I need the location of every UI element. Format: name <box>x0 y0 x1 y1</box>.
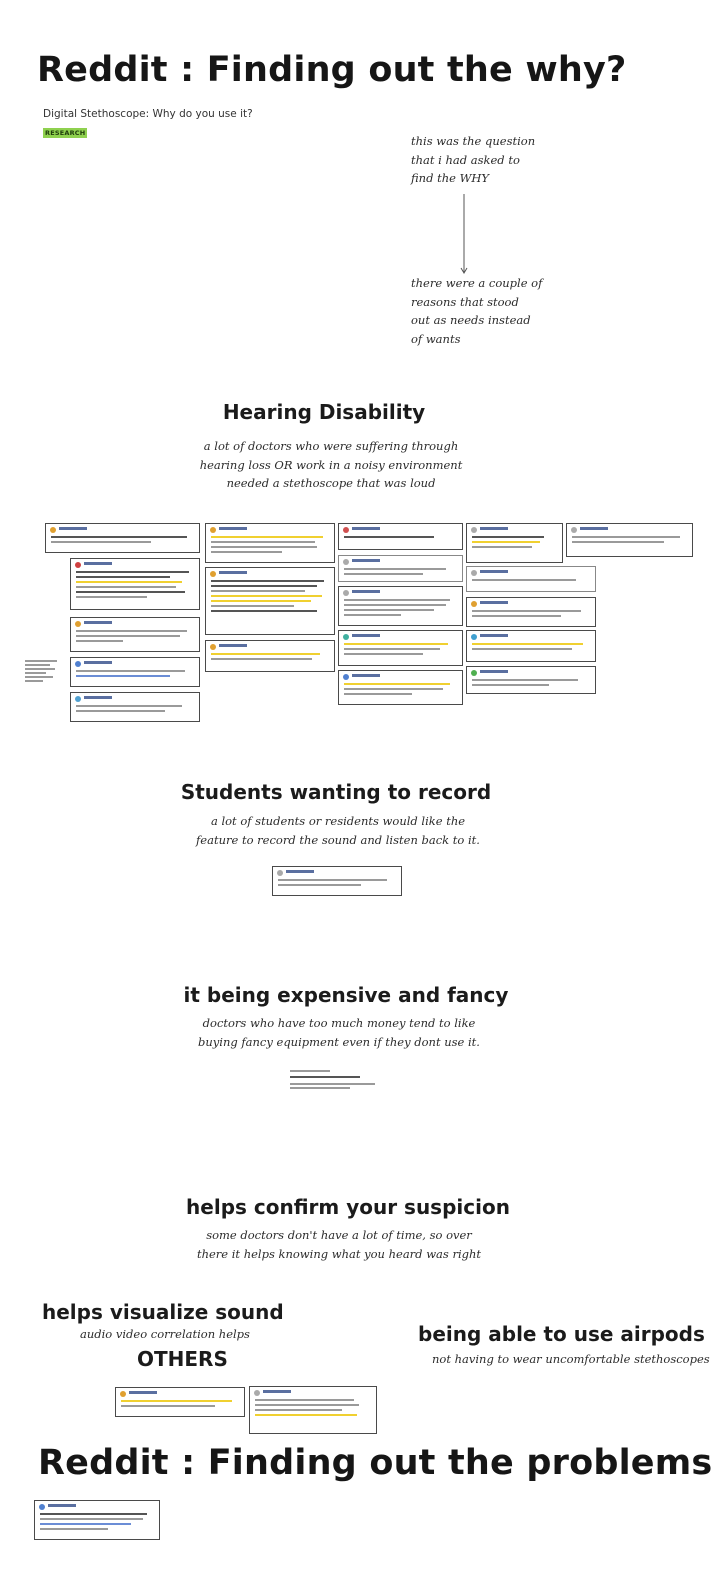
comment-card <box>70 692 200 722</box>
comment-card <box>338 555 463 582</box>
page-title: Reddit : Finding out the why? <box>37 50 627 90</box>
section-title-airpods: being able to use airpods <box>418 1322 705 1346</box>
comment-card-tiny <box>25 656 60 694</box>
comment-card <box>338 523 463 550</box>
comment-card <box>205 567 335 635</box>
comment-card <box>466 566 596 592</box>
comment-card <box>249 1386 377 1434</box>
section-note-airpods: not having to wear uncomfortable stethoscopes <box>432 1352 710 1366</box>
comment-card <box>70 657 200 687</box>
comment-card <box>338 586 463 626</box>
comment-card <box>466 666 596 694</box>
comment-card <box>205 640 335 672</box>
comment-card <box>205 523 335 563</box>
section-title-visualize: helps visualize sound <box>42 1300 284 1324</box>
section-note-hearing: a lot of doctors who were suffering through hearing loss OR work in a noisy environment needed a stethoscope that was loud <box>199 439 463 490</box>
section-note-visualize: audio video correlation helps <box>80 1327 250 1341</box>
section-title-hearing: Hearing Disability <box>222 400 426 424</box>
section-note-expensive: doctors who have too much money tend to like buying fancy equipment even if they dont use it. <box>198 1016 480 1049</box>
comment-card <box>466 630 596 662</box>
note-reasons: there were a couple of reasons that stood out as needs instead of wants <box>411 276 543 346</box>
comment-card <box>338 630 463 666</box>
section-title-confirm: helps confirm your suspicion <box>186 1195 510 1219</box>
note-question: this was the question that i had asked to find the WHY <box>411 134 536 185</box>
post-title: Digital Stethoscope: Why do you use it? <box>43 108 253 120</box>
section-title-students: Students wanting to record <box>180 780 492 804</box>
comment-card <box>70 617 200 652</box>
section-title-others: OTHERS <box>137 1347 228 1371</box>
section-note-confirm: some doctors don't have a lot of time, so over there it helps knowing what you heard was right <box>196 1228 482 1261</box>
comment-card <box>290 1068 390 1100</box>
comment-card <box>338 670 463 705</box>
problems-heading: Reddit : Finding out the problems <box>38 1443 713 1483</box>
section-title-expensive: it being expensive and fancy <box>183 983 509 1007</box>
comment-card <box>566 523 693 557</box>
comment-card <box>70 558 200 610</box>
comment-card <box>466 597 596 627</box>
comment-card <box>272 866 402 896</box>
comment-card <box>34 1500 160 1540</box>
down-arrow-icon <box>458 194 470 276</box>
comment-card <box>466 523 563 563</box>
research-badge: RESEARCH <box>45 129 86 137</box>
reddit-post-snippet <box>43 108 253 139</box>
comment-card <box>115 1387 245 1417</box>
comment-card <box>45 523 200 553</box>
section-note-students: a lot of students or residents would like the feature to record the sound and listen back to it. <box>196 814 480 847</box>
